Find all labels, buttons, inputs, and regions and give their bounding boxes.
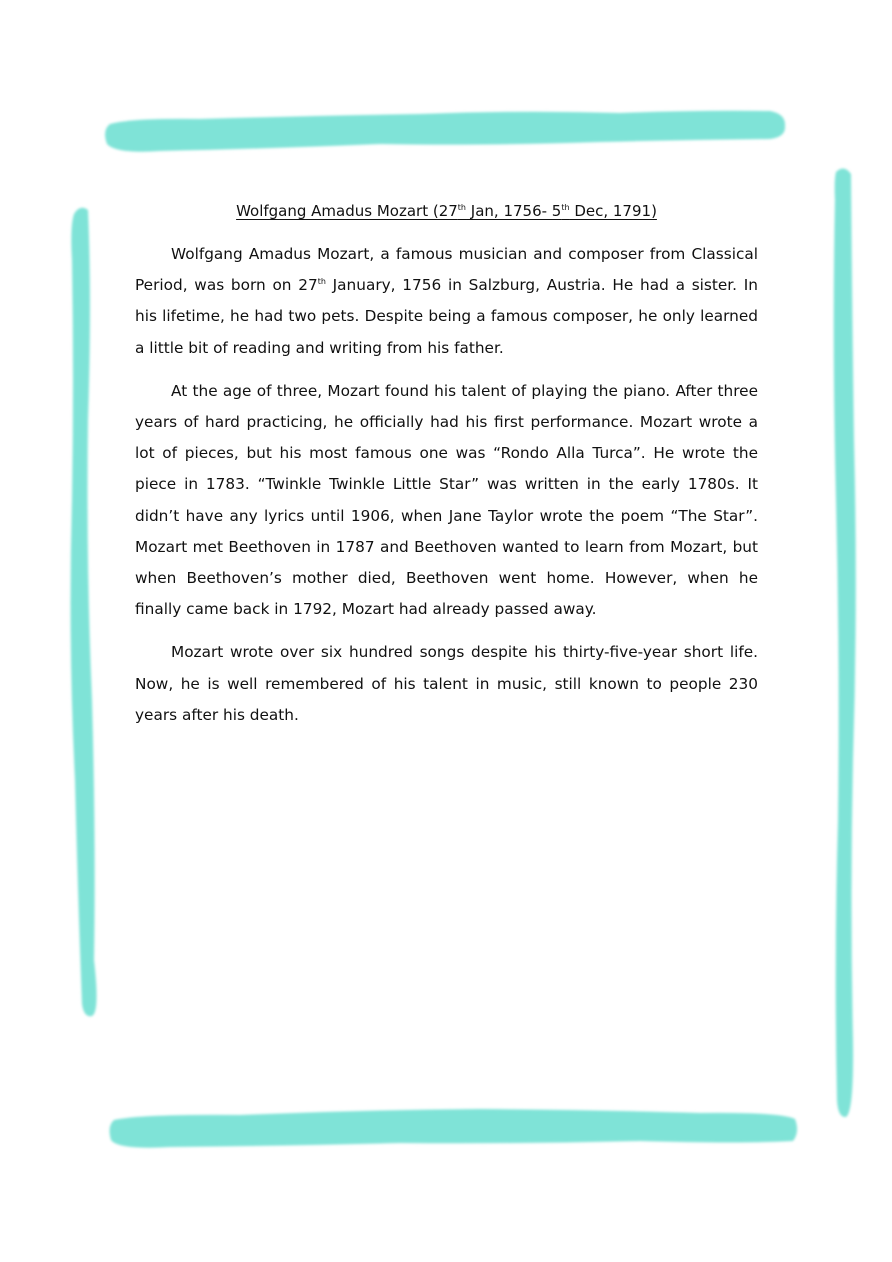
bottom-brush-stroke [110, 1109, 798, 1148]
left-brush-stroke [71, 208, 97, 1017]
title-name: Wolfgang Amadus Mozart (27 [236, 202, 458, 220]
title-birth-superscript: th [457, 203, 467, 212]
document-title [135, 200, 758, 222]
document-body [135, 239, 758, 743]
top-brush-stroke [105, 111, 785, 152]
paragraph-1-after: January, 1756 in Salzburg, Austria. He had a sister. In his lifetime, he had two pets. Despite being a famous composer, he only learned a little bit of reading and writing from his father. [135, 276, 758, 357]
paragraph-2: At the age of three, Mozart found his talent of playing the piano. After three years of hard practicing, he officially had his first performance. Mozart wrote a lot of pieces, but his most famous one was “Rondo Alla Turca”. He wrote the piece in 1783. “Twinkle Twinkle Little Star” was written in the early 1780s. It didn’t have any lyrics until 1906, when Jane Taylor wrote the poem “The Star”. Mozart met Beethoven in 1787 and Beethoven wanted to learn from Mozart, but when Beethoven’s mother died, Beethoven went home. However, when he finally came back in 1792, Mozart had already passed away. [135, 381, 758, 619]
paragraph-1-before: Wolfgang Amadus Mozart, a famous musician and composer from Classical Period, was born on 27 [135, 245, 758, 295]
right-brush-stroke [834, 168, 856, 1117]
paragraph-1-superscript: th [317, 277, 326, 287]
title-birth-rest: Jan, 1756- 5 [466, 202, 562, 220]
title-death-superscript: th [561, 203, 570, 212]
paragraph-1 [135, 239, 758, 364]
paragraph-3: Mozart wrote over six hundred songs despite his thirty-five-year short life. Now, he is well remembered of his talent in music, still known to people 230 years after his death. [135, 643, 758, 724]
title-death-rest: Dec, 1791) [569, 202, 657, 220]
